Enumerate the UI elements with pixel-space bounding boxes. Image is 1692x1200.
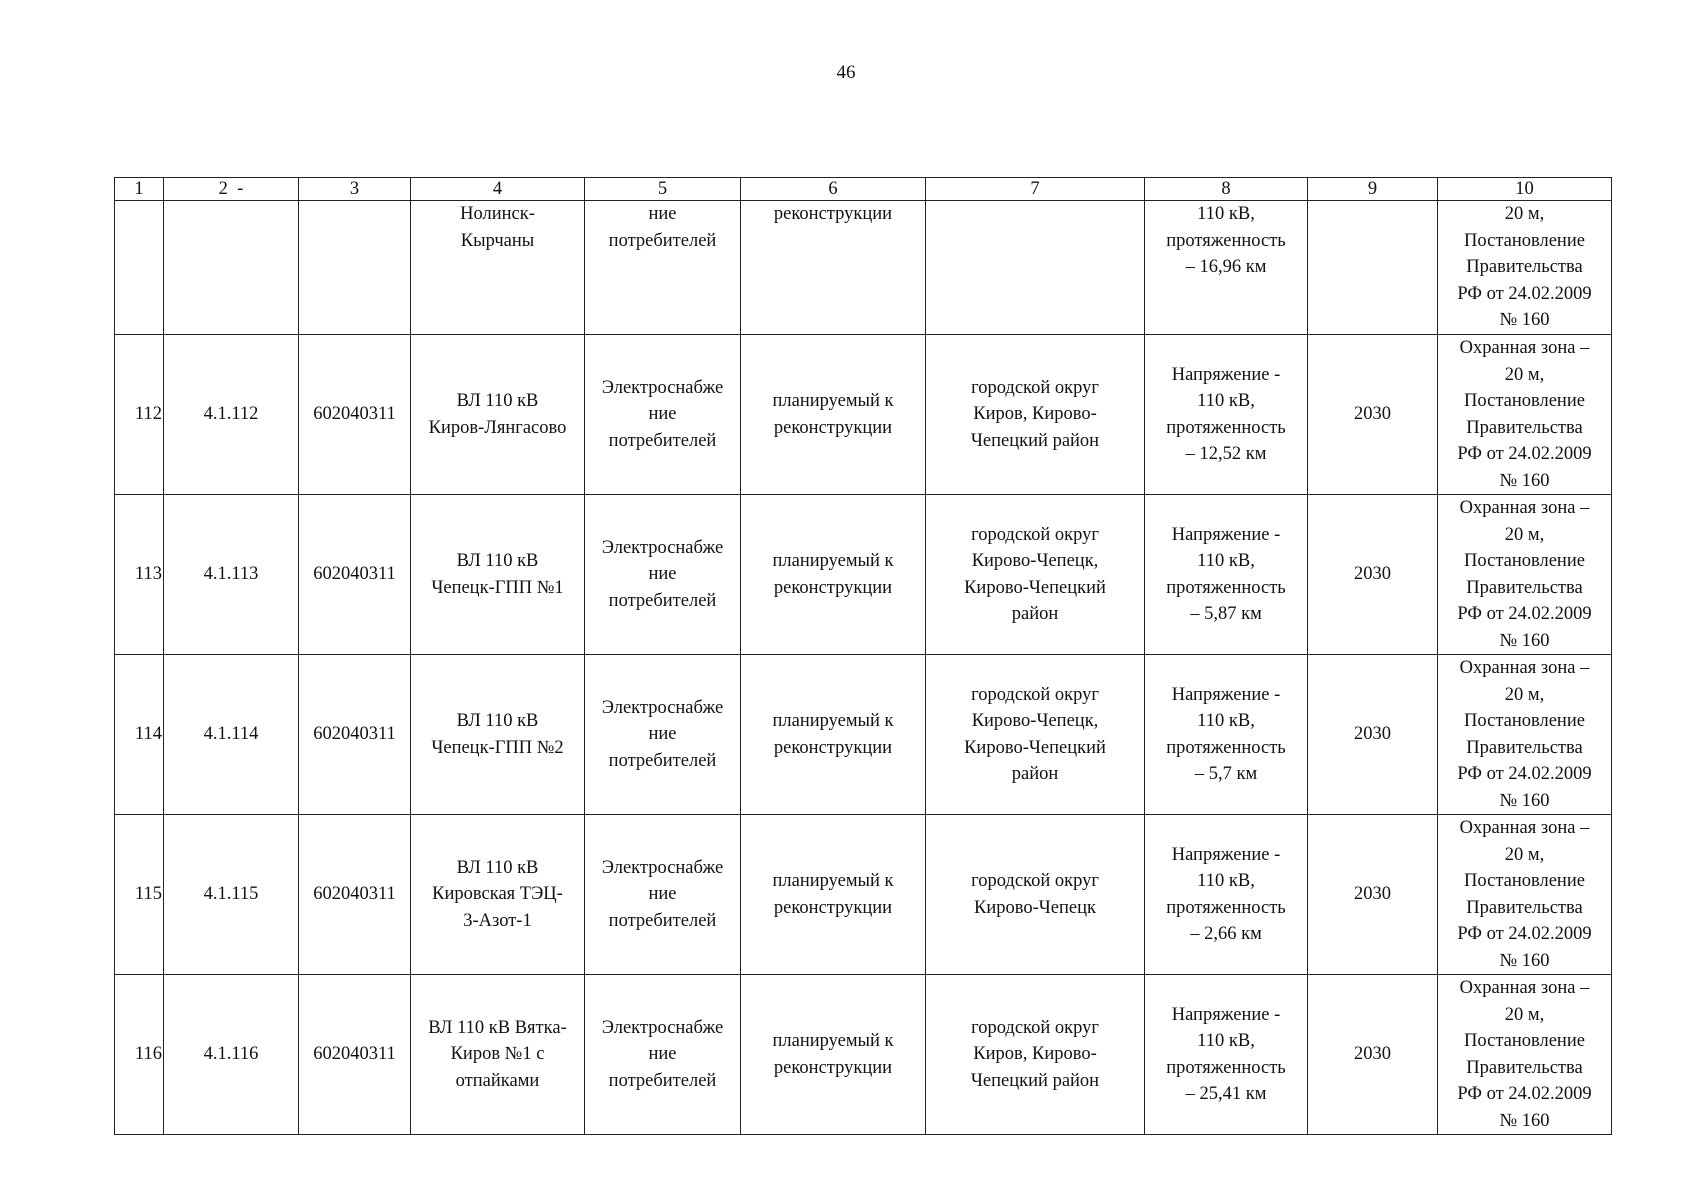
table-row — [115, 815, 1612, 975]
object-name-cell: ВЛ 110 кВ Вятка- Киров №1 с отпайками — [411, 975, 585, 1135]
table-row — [115, 495, 1612, 655]
characteristics-cell: Напряжение - 110 кВ, протяженность – 25,41 км — [1145, 975, 1308, 1135]
table-row — [115, 335, 1612, 495]
characteristics-cell: Напряжение - 110 кВ, протяженность – 5,87 км — [1145, 495, 1308, 655]
code-cell: 4.1.116 — [164, 975, 299, 1135]
year-cell: 2030 — [1308, 815, 1438, 975]
code-cell: 4.1.114 — [164, 655, 299, 815]
page-number: 46 — [836, 62, 856, 83]
status-cell: планируемый к реконструкции — [741, 655, 926, 815]
classifier-cell — [299, 201, 411, 335]
purpose-cell: Электроснабже ние потребителей — [585, 815, 741, 975]
column-number: 9 — [1308, 178, 1438, 201]
protection-zone-cell: 20 м, Постановление Правительства РФ от 24.02.2009 № 160 — [1438, 201, 1612, 335]
year-cell: 2030 — [1308, 655, 1438, 815]
year-cell: 2030 — [1308, 975, 1438, 1135]
row-number-cell: 112 — [115, 335, 164, 495]
characteristics-cell: Напряжение - 110 кВ, протяженность – 5,7 км — [1145, 655, 1308, 815]
status-cell: планируемый к реконструкции — [741, 815, 926, 975]
code-cell: 4.1.112 — [164, 335, 299, 495]
row-number-cell: 113 — [115, 495, 164, 655]
characteristics-cell: Напряжение - 110 кВ, протяженность – 12,52 км — [1145, 335, 1308, 495]
code-cell — [164, 201, 299, 335]
column-number: 1 — [115, 178, 164, 201]
continuation-row — [115, 201, 1612, 335]
infrastructure-table — [114, 177, 1612, 1135]
location-cell: городской округ Кирово-Чепецк, Кирово-Чепецкий район — [926, 655, 1145, 815]
protection-zone-cell: Охранная зона – 20 м, Постановление Правительства РФ от 24.02.2009 № 160 — [1438, 495, 1612, 655]
year-cell: 2030 — [1308, 495, 1438, 655]
column-number: 7 — [926, 178, 1145, 201]
characteristics-cell: 110 кВ, протяженность – 16,96 км — [1145, 201, 1308, 335]
code-cell: 4.1.113 — [164, 495, 299, 655]
object-name-cell: ВЛ 110 кВ Чепецк-ГПП №1 — [411, 495, 585, 655]
column-number: 6 — [741, 178, 926, 201]
column-number: 8 — [1145, 178, 1308, 201]
column-number: 2 - — [164, 178, 299, 201]
classifier-cell: 602040311 — [299, 655, 411, 815]
protection-zone-cell: Охранная зона – 20 м, Постановление Правительства РФ от 24.02.2009 № 160 — [1438, 815, 1612, 975]
column-number: 10 — [1438, 178, 1612, 201]
classifier-cell: 602040311 — [299, 815, 411, 975]
object-name-cell: ВЛ 110 кВ Чепецк-ГПП №2 — [411, 655, 585, 815]
purpose-cell: Электроснабже ние потребителей — [585, 655, 741, 815]
row-number-cell — [115, 201, 164, 335]
location-cell — [926, 201, 1145, 335]
classifier-cell: 602040311 — [299, 335, 411, 495]
location-cell: городской округ Киров, Кирово- Чепецкий район — [926, 975, 1145, 1135]
classifier-cell: 602040311 — [299, 495, 411, 655]
protection-zone-cell: Охранная зона – 20 м, Постановление Правительства РФ от 24.02.2009 № 160 — [1438, 655, 1612, 815]
protection-zone-cell: Охранная зона – 20 м, Постановление Правительства РФ от 24.02.2009 № 160 — [1438, 335, 1612, 495]
characteristics-cell: Напряжение - 110 кВ, протяженность – 2,66 км — [1145, 815, 1308, 975]
location-cell: городской округ Кирово-Чепецк — [926, 815, 1145, 975]
location-cell: городской округ Киров, Кирово- Чепецкий район — [926, 335, 1145, 495]
purpose-cell: Электроснабже ние потребителей — [585, 975, 741, 1135]
table-row — [115, 655, 1612, 815]
column-number-row — [115, 178, 1612, 201]
row-number-cell: 115 — [115, 815, 164, 975]
object-name-cell: ВЛ 110 кВ Киров-Лянгасово — [411, 335, 585, 495]
classifier-cell: 602040311 — [299, 975, 411, 1135]
code-cell: 4.1.115 — [164, 815, 299, 975]
purpose-cell: Электроснабже ние потребителей — [585, 335, 741, 495]
row-number-cell: 114 — [115, 655, 164, 815]
object-name-cell: Нолинск- Кырчаны — [411, 201, 585, 335]
purpose-cell: ние потребителей — [585, 201, 741, 335]
column-number: 5 — [585, 178, 741, 201]
location-cell: городской округ Кирово-Чепецк, Кирово-Чепецкий район — [926, 495, 1145, 655]
status-cell: реконструкции — [741, 201, 926, 335]
column-number: 3 — [299, 178, 411, 201]
column-number: 4 — [411, 178, 585, 201]
row-number-cell: 116 — [115, 975, 164, 1135]
table-row — [115, 975, 1612, 1135]
purpose-cell: Электроснабже ние потребителей — [585, 495, 741, 655]
protection-zone-cell: Охранная зона – 20 м, Постановление Правительства РФ от 24.02.2009 № 160 — [1438, 975, 1612, 1135]
status-cell: планируемый к реконструкции — [741, 495, 926, 655]
status-cell: планируемый к реконструкции — [741, 335, 926, 495]
object-name-cell: ВЛ 110 кВ Кировская ТЭЦ- 3-Азот-1 — [411, 815, 585, 975]
year-cell: 2030 — [1308, 335, 1438, 495]
status-cell: планируемый к реконструкции — [741, 975, 926, 1135]
year-cell — [1308, 201, 1438, 335]
